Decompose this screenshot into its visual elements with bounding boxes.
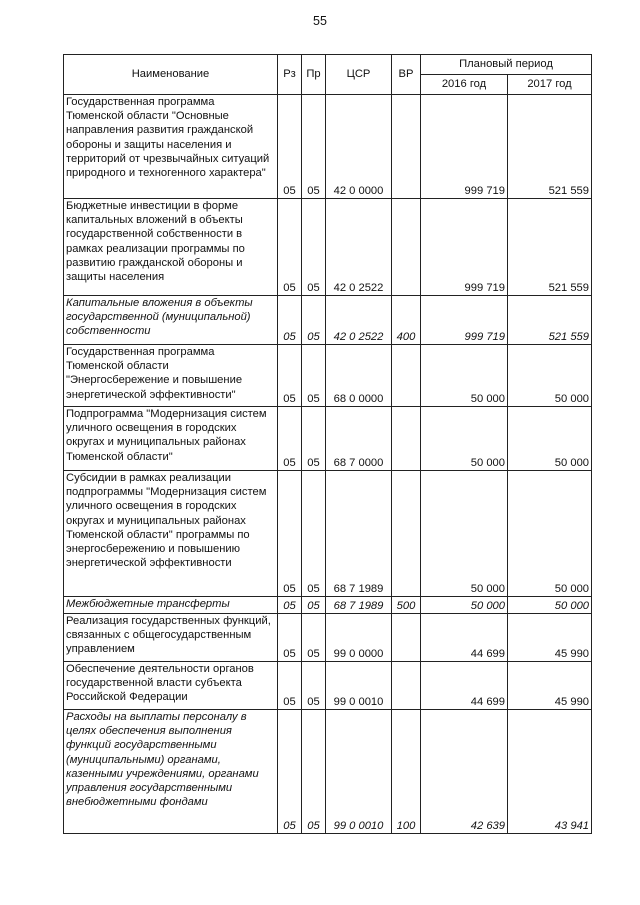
row-pr: 05 [302,95,326,199]
row-rz: 05 [278,471,302,597]
row-csr: 68 7 0000 [326,407,392,471]
table-row [64,597,592,614]
row-rz: 05 [278,296,302,345]
row-pr: 05 [302,662,326,710]
row-2017: 521 559 [508,95,592,199]
row-2016: 50 000 [421,407,508,471]
row-rz: 05 [278,614,302,662]
row-2017: 50 000 [508,471,592,597]
row-name: Расходы на выплаты персоналу в целях обеспечения выполнения функций государственными (муниципальными) органами, казенными учреждениями, органами управления государственными внебюджетными фондами [64,710,278,834]
row-pr: 05 [302,199,326,296]
row-vr [392,407,421,471]
row-2017: 521 559 [508,296,592,345]
row-vr: 400 [392,296,421,345]
table-row [64,95,592,199]
row-name: Государственная программа Тюменской области "Энергосбережение и повышение энергетической эффективности" [64,345,278,407]
row-vr: 100 [392,710,421,834]
row-vr [392,662,421,710]
col-vr-header: ВР [392,55,421,95]
row-pr: 05 [302,614,326,662]
page-number: 55 [313,14,327,28]
budget-table [63,54,592,834]
row-rz: 05 [278,710,302,834]
row-vr [392,95,421,199]
row-name: Государственная программа Тюменской области "Основные направления развития гражданской обороны и защиты населения и территорий от чрезвычайных ситуаций природного и техногенного характера" [64,95,278,199]
row-csr: 99 0 0010 [326,662,392,710]
row-2016: 44 699 [421,614,508,662]
table-row [64,662,592,710]
row-vr: 500 [392,597,421,614]
row-csr: 68 7 1989 [326,471,392,597]
row-csr: 42 0 2522 [326,199,392,296]
row-2017: 50 000 [508,597,592,614]
row-vr [392,614,421,662]
row-csr: 68 0 0000 [326,345,392,407]
row-name: Межбюджетные трансферты [64,597,278,614]
row-2017: 45 990 [508,662,592,710]
row-pr: 05 [302,296,326,345]
planning-period-header: Плановый период [421,55,592,75]
row-pr: 05 [302,597,326,614]
row-rz: 05 [278,345,302,407]
row-name: Реализация государственных функций, связанных с общегосударственным управлением [64,614,278,662]
row-name: Субсидии в рамках реализации подпрограммы "Модернизация систем уличного освещения в городских округах и муниципальных районах Тюменской области" программы по энергосбережению и повышению энергетической эффективности [64,471,278,597]
row-rz: 05 [278,597,302,614]
row-name: Бюджетные инвестиции в форме капитальных вложений в объекты государственной собственности в рамках реализации программы по развитию гражданской обороны и защиты населения [64,199,278,296]
row-name: Капитальные вложения в объекты государственной (муниципальной) собственности [64,296,278,345]
col-2016-header: 2016 год [421,75,508,95]
row-csr: 42 0 2522 [326,296,392,345]
table-row [64,614,592,662]
col-rz-header: Рз [278,55,302,95]
table-row [64,471,592,597]
col-name-header: Наименование [64,55,278,95]
table-row [64,345,592,407]
row-vr [392,471,421,597]
row-rz: 05 [278,199,302,296]
row-2016: 999 719 [421,199,508,296]
row-2016: 999 719 [421,296,508,345]
table-row [64,407,592,471]
row-2016: 50 000 [421,345,508,407]
row-rz: 05 [278,662,302,710]
row-name: Обеспечение деятельности органов государственной власти субъекта Российской Федерации [64,662,278,710]
row-pr: 05 [302,345,326,407]
row-2016: 50 000 [421,597,508,614]
row-vr [392,199,421,296]
table-row [64,199,592,296]
row-2017: 43 941 [508,710,592,834]
row-2017: 521 559 [508,199,592,296]
table-row [64,710,592,834]
row-csr: 68 7 1989 [326,597,392,614]
row-2017: 50 000 [508,345,592,407]
col-2017-header: 2017 год [508,75,592,95]
row-csr: 99 0 0000 [326,614,392,662]
row-pr: 05 [302,471,326,597]
row-pr: 05 [302,710,326,834]
row-rz: 05 [278,95,302,199]
row-2016: 50 000 [421,471,508,597]
row-csr: 42 0 0000 [326,95,392,199]
row-name: Подпрограмма "Модернизация систем уличного освещения в городских округах и муниципальных районах Тюменской области" [64,407,278,471]
col-csr-header: ЦСР [326,55,392,95]
row-2016: 44 699 [421,662,508,710]
row-2016: 999 719 [421,95,508,199]
table-row [64,296,592,345]
row-2017: 45 990 [508,614,592,662]
col-pr-header: Пр [302,55,326,95]
row-2017: 50 000 [508,407,592,471]
row-vr [392,345,421,407]
row-pr: 05 [302,407,326,471]
header-row [64,55,592,75]
row-csr: 99 0 0010 [326,710,392,834]
row-rz: 05 [278,407,302,471]
row-2016: 42 639 [421,710,508,834]
